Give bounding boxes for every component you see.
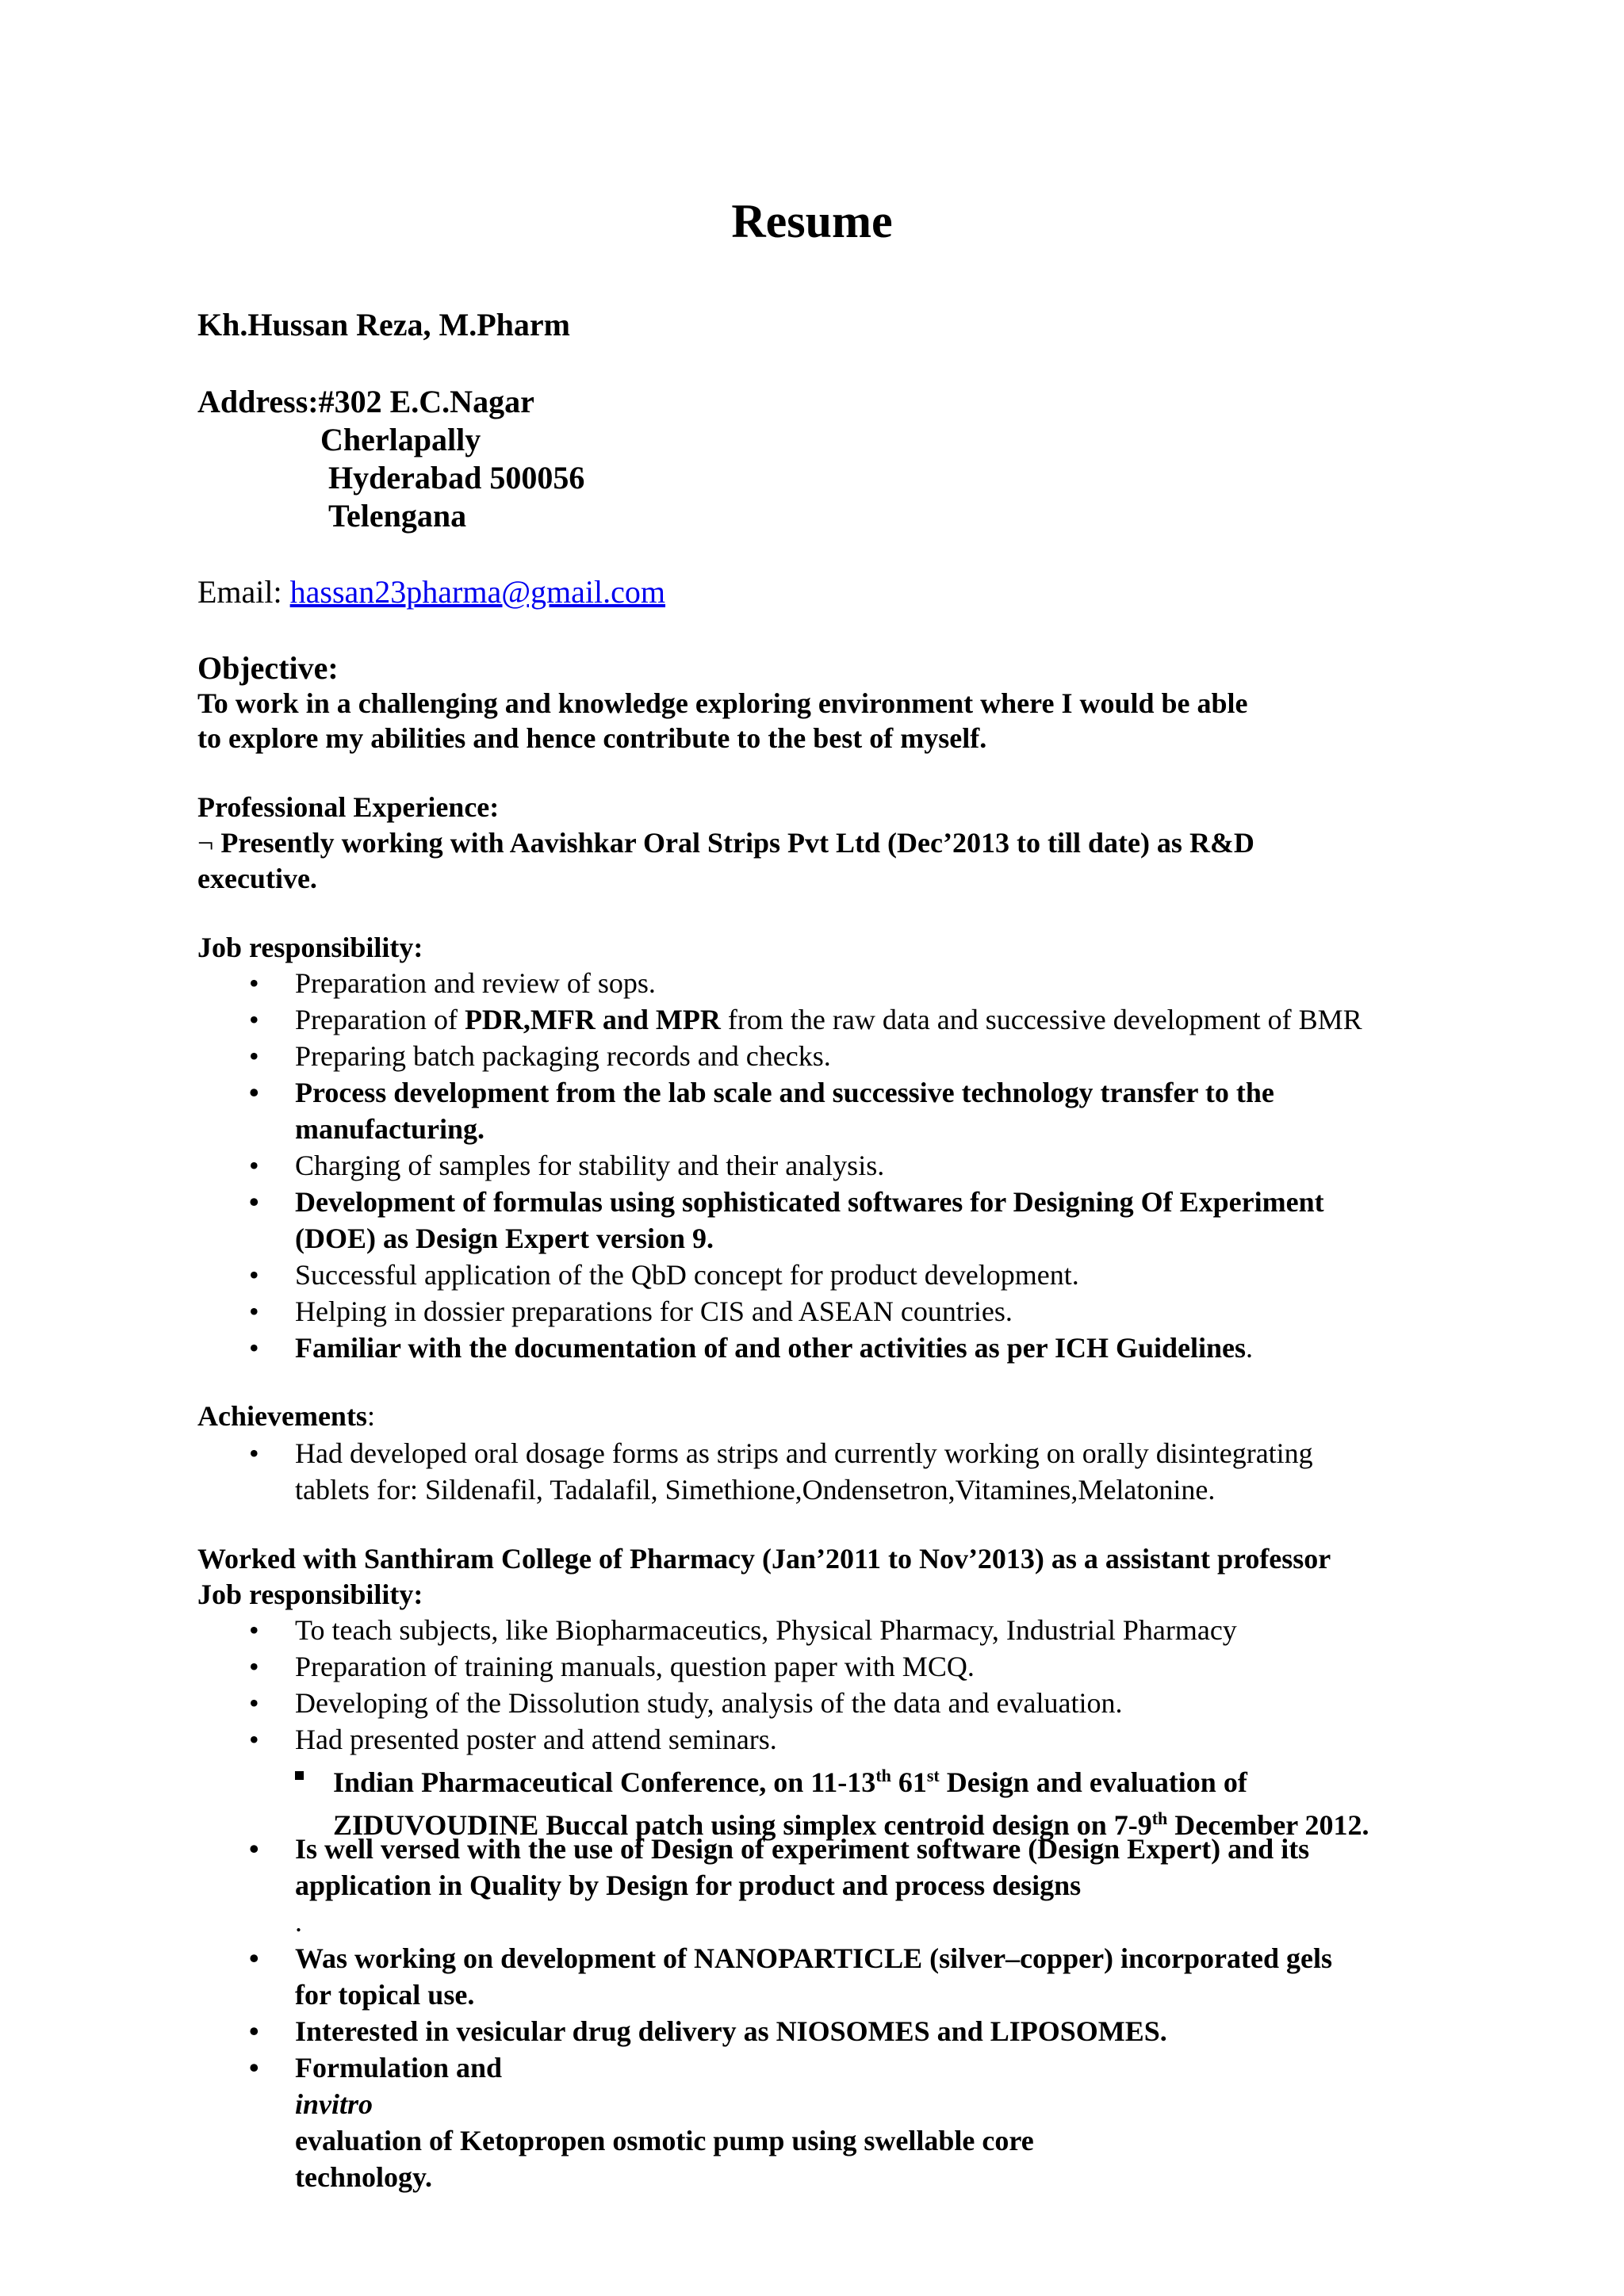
email-row — [197, 573, 665, 610]
address-line-4: Telengana — [328, 498, 467, 534]
address-line-1: Address:#302 E.C.Nagar — [197, 384, 534, 419]
list-item: • Had developed oral dosage forms as strips and currently working on orally disintegrating tablets for: Sildenafil, Tadalafil, Simethione,Ondensetron,Vitamines,Melatonine. — [249, 1437, 1313, 1506]
email-link[interactable]: hassan23pharma@gmail.com — [289, 574, 666, 610]
list-item: • To teach subjects, like Biopharmaceutics, Physical Pharmacy, Industrial Pharmacy — [249, 1614, 1237, 1646]
santhiram-bold-list — [249, 1831, 1333, 2195]
address-line-2: Cherlapally — [320, 422, 481, 457]
list-item: • Had presented poster and attend seminars. — [249, 1724, 777, 1755]
achievements-heading: Achievements: — [197, 1400, 375, 1432]
list-item: • Preparing batch packaging records and checks. — [249, 1040, 831, 1072]
santhiram-job-heading: Job responsibility: — [197, 1578, 423, 1610]
achievements-list — [249, 1435, 1313, 1508]
page-title: Resume — [731, 195, 893, 247]
candidate-name: Kh.Hussan Reza, M.Pharm — [197, 307, 570, 342]
santhiram-job-list — [249, 1612, 1237, 1758]
objective-line-1: To work in a challenging and knowledge exploring environment where I would be able — [197, 687, 1248, 719]
address-line-3: Hyderabad 500056 — [328, 460, 585, 496]
square-bullet-icon — [295, 1771, 304, 1780]
experience-heading: Professional Experience: — [197, 791, 500, 823]
experience-symbol: ¬ — [197, 827, 214, 859]
conference-item: Indian Pharmaceutical Conference, on 11-13th 61st Design and evaluation of — [333, 1758, 1369, 1800]
list-item: • Preparation of training manuals, question paper with MCQ. — [249, 1651, 975, 1682]
conference-item-line-2: ZIDUVOUDINE Buccal patch using simplex centroid design on 7-9th December 2012. — [333, 1808, 1369, 1841]
list-item: • Familiar with the documentation of and other activities as per ICH Guidelines. — [249, 1332, 1254, 1364]
list-item: • Preparation of PDR,MFR and MPR from the raw data and successive development of BMR — [249, 1004, 1362, 1035]
list-item: • Successful application of the QbD concept for product development. — [249, 1259, 1079, 1291]
objective-heading: Objective: — [197, 650, 339, 686]
list-item: • Charging of samples for stability and their analysis. — [249, 1150, 885, 1181]
job-responsibility-list — [249, 965, 1362, 1366]
list-item: • Interested in vesicular drug delivery as NIOSOMES and LIPOSOMES. — [249, 2015, 1167, 2047]
list-item: • Preparation and review of sops. — [249, 967, 656, 999]
email-label: Email: — [197, 574, 290, 610]
experience-text: Presently working with Aavishkar Oral Strips Pvt Ltd (Dec’2013 to till date) as R&D — [220, 827, 1254, 859]
experience-line-2: executive. — [197, 863, 317, 894]
list-item: • Developing of the Dissolution study, analysis of the data and evaluation. — [249, 1687, 1123, 1719]
list-item: • Is well versed with the use of Design of experiment software (Design Expert) and its application in Quality by Design for product and process designs . — [249, 1833, 1310, 1938]
list-item: • Helping in dossier preparations for CIS and ASEAN countries. — [249, 1295, 1013, 1327]
list-item: • Was working on development of NANOPARTICLE (silver–copper) incorporated gels for topical use. — [249, 1942, 1333, 2011]
santhiram-line: Worked with Santhiram College of Pharmacy (Jan’2011 to Nov’2013) as a assistant professor — [197, 1543, 1331, 1575]
job-responsibility-heading: Job responsibility: — [197, 932, 423, 963]
list-item: • Development of formulas using sophisticated softwares for Designing Of Experiment (DOE) as Design Expert version 9. — [249, 1186, 1324, 1254]
list-item: • Formulation and invitro evaluation of Ketopropen osmotic pump using swellable core technology. — [249, 2052, 1034, 2193]
experience-line-1 — [197, 826, 1254, 859]
objective-line-2: to explore my abilities and hence contribute to the best of myself. — [197, 722, 987, 754]
list-item: • Process development from the lab scale and successive technology transfer to the manufacturing. — [249, 1077, 1274, 1145]
